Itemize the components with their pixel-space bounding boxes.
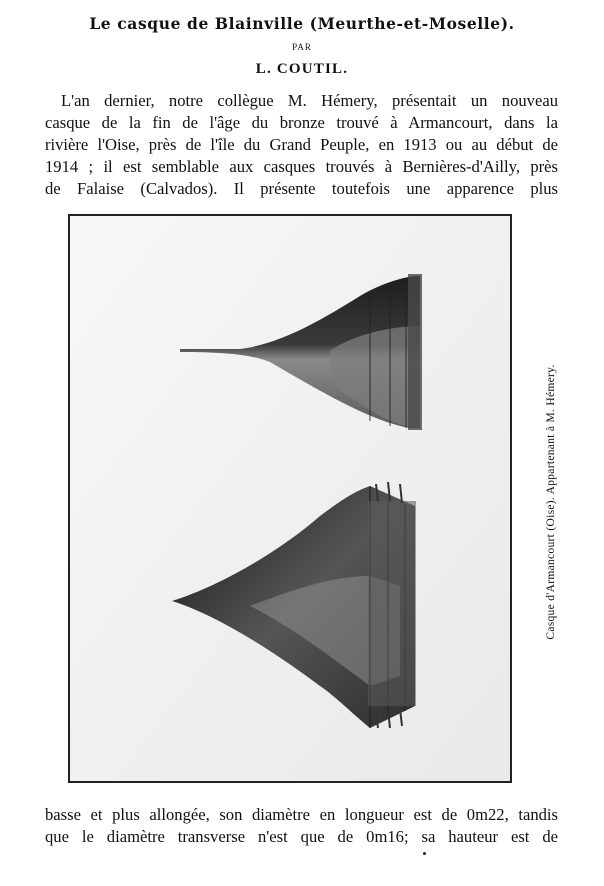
figure-caption-text: Casque d'Armancourt (Oise). Appartenant à M. Hémery. xyxy=(545,364,557,640)
text-line: L'an dernier, notre collègue M. Hémery, présentait un nouveau xyxy=(61,91,558,110)
text-line: de Falaise (Calvados). Il présente toutefois une apparence plus xyxy=(45,179,558,198)
byline-par: PAR xyxy=(292,42,312,52)
text-line: basse et plus allongée, son diamètre en longueur est de 0m22, tandis xyxy=(45,805,558,824)
helmet-photograph xyxy=(68,214,512,783)
paragraph-continued xyxy=(45,804,558,848)
paragraph-intro xyxy=(45,90,558,200)
article-author: L. COUTIL. xyxy=(255,61,349,77)
text-line: 1914 ; il est semblable aux casques trouvés à Bernières-d'Ailly, près xyxy=(45,157,558,176)
text-line: que le diamètre transverse n'est que de 0m16; sa hauteur est de xyxy=(45,827,558,846)
figure-caption xyxy=(544,326,558,678)
text-line: rivière l'Oise, près de l'île du Grand Peuple, en 1913 ou au début de xyxy=(45,135,558,154)
helmet-photo-image xyxy=(70,216,510,781)
print-speck xyxy=(423,852,426,855)
article-title: Le casque de Blainville (Meurthe-et-Moselle). xyxy=(89,14,515,33)
text-line: casque de la fin de l'âge du bronze trouvé à Armancourt, dans la xyxy=(45,113,558,132)
